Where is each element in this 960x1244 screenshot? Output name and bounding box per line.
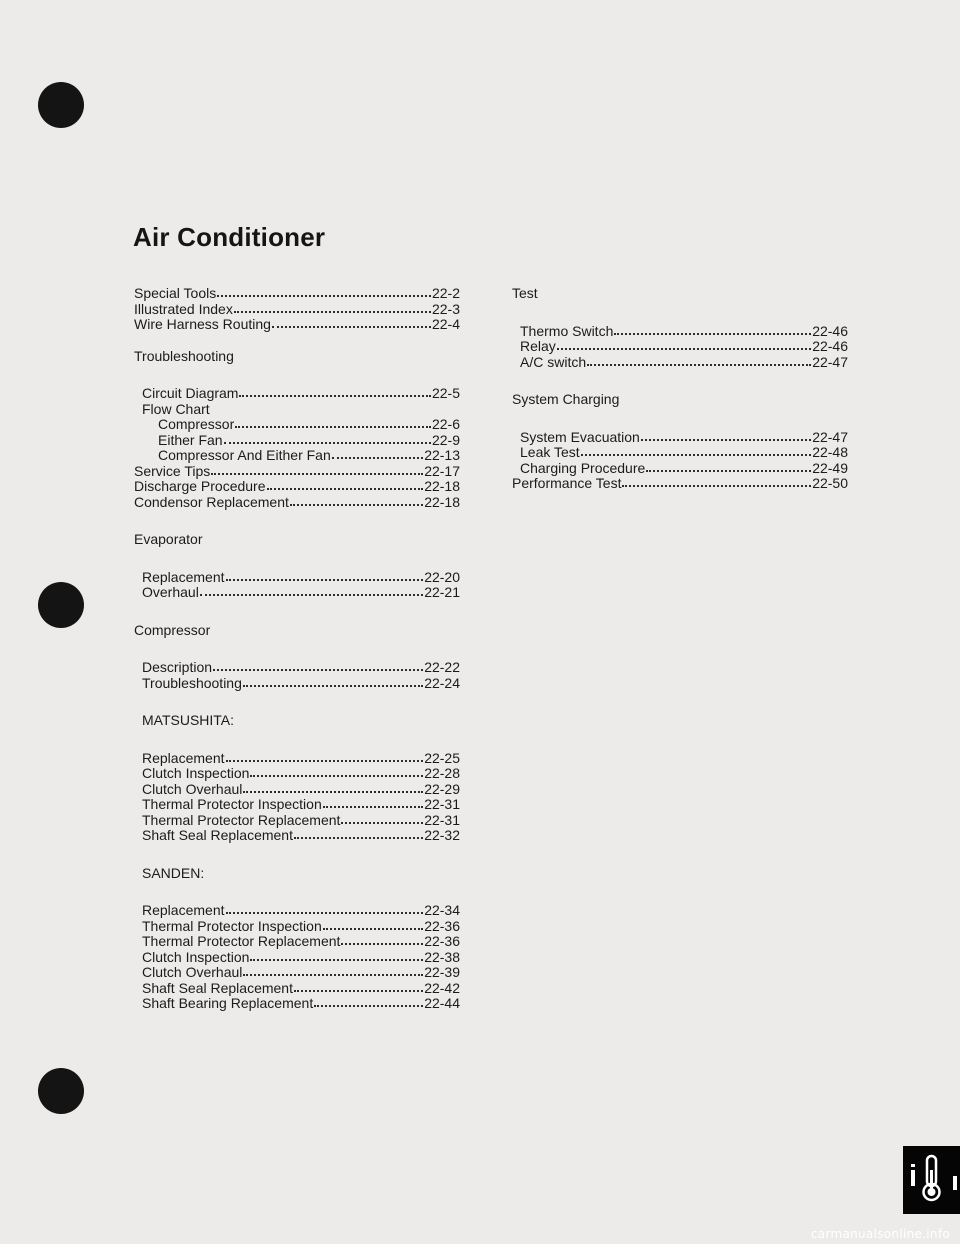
leader-dots: [646, 468, 811, 472]
thermometer-icon: [903, 1146, 960, 1214]
toc-entry[interactable]: [142, 751, 460, 767]
toc-entry-title: Shaft Seal Replacement: [142, 827, 293, 843]
section-tab[interactable]: [903, 1146, 960, 1214]
leader-dots: [323, 926, 423, 930]
toc-entry-title: System Evacuation: [520, 428, 640, 445]
leader-dots: [622, 483, 811, 487]
leader-dots: [323, 804, 423, 808]
toc-entry[interactable]: [512, 476, 848, 492]
toc-left-column: [134, 286, 460, 1012]
binder-hole-icon: [38, 1068, 84, 1114]
toc-entry-page: 22-24: [424, 674, 460, 691]
leader-dots: [557, 346, 811, 350]
toc-entry-page: 22-39: [424, 964, 460, 980]
leader-dots: [581, 452, 812, 456]
leader-dots: [243, 789, 423, 793]
toc-entry-title: Replacement: [142, 568, 225, 585]
section-heading-system-charging: System Charging: [512, 391, 620, 407]
toc-entry-page: 22-13: [424, 447, 460, 463]
toc-entry-page: 22-46: [812, 322, 848, 339]
toc-entry-page: 22-31: [424, 796, 460, 812]
toc-entry-title: Troubleshooting: [142, 674, 242, 691]
toc-entry-title: Clutch Overhaul: [142, 780, 243, 797]
toc-entry-page: 22-31: [424, 811, 460, 828]
toc-entry-title: Either Fan: [158, 431, 223, 448]
binder-hole-icon: [38, 582, 84, 628]
toc-entry[interactable]: [142, 903, 460, 919]
toc-entry-page: 22-28: [424, 765, 460, 781]
toc-entry[interactable]: [142, 782, 460, 798]
toc-entry[interactable]: [142, 676, 460, 692]
subheading-sanden: SANDEN:: [142, 864, 205, 881]
section-heading-compressor: Compressor: [134, 621, 211, 638]
toc-entry[interactable]: [142, 934, 460, 950]
toc-entry-page: 22-46: [812, 338, 848, 354]
toc-entry[interactable]: [134, 495, 460, 511]
toc-entry[interactable]: [142, 828, 460, 844]
leader-dots: [587, 362, 811, 366]
leader-dots: [290, 502, 423, 506]
toc-entry[interactable]: [158, 448, 460, 464]
leader-dots: [239, 393, 431, 397]
leader-dots: [243, 683, 423, 687]
leader-dots: [211, 471, 423, 475]
leader-dots: [213, 667, 423, 671]
toc-entry[interactable]: [142, 386, 460, 402]
section-heading-evaporator: Evaporator: [134, 531, 203, 547]
toc-entry[interactable]: [142, 660, 460, 676]
leader-dots: [341, 820, 423, 824]
toc-entry-title: Compressor And Either Fan: [158, 447, 331, 463]
toc-entry-title: Charging Procedure: [520, 459, 646, 476]
toc-entry-page: 22-25: [424, 749, 460, 766]
toc-entry-page: 22-3: [431, 300, 460, 317]
toc-entry[interactable]: [142, 813, 460, 829]
leader-dots: [226, 758, 424, 762]
toc-entry-page: 22-42: [424, 979, 460, 996]
toc-entry-page: 22-50: [812, 475, 848, 491]
leader-dots: [200, 592, 423, 596]
toc-entry[interactable]: [142, 766, 460, 782]
toc-entry[interactable]: [142, 996, 460, 1012]
toc-entry-page: 22-29: [424, 780, 460, 797]
toc-entry[interactable]: [142, 570, 460, 586]
leader-dots: [294, 835, 423, 839]
leader-dots: [267, 486, 424, 490]
toc-entry-page: 22-5: [431, 385, 460, 401]
subheading-flow-chart: Flow Chart: [142, 400, 210, 417]
toc-entry[interactable]: [134, 464, 460, 480]
toc-entry-title: Thermal Protector Inspection: [142, 917, 322, 934]
toc-entry-title: Thermal Protector Inspection: [142, 796, 322, 812]
section-heading-troubleshooting: Troubleshooting: [134, 347, 234, 364]
toc-entry-title: A/C switch: [520, 353, 587, 370]
toc-entry-page: 22-48: [812, 444, 848, 460]
toc-entry-title: Description: [142, 659, 213, 675]
toc-entry[interactable]: [520, 430, 848, 446]
binder-hole-icon: [38, 82, 84, 128]
toc-entry-page: 22-2: [431, 285, 460, 301]
leader-dots: [250, 773, 423, 777]
toc-entry-title: Circuit Diagram: [142, 385, 239, 401]
leader-dots: [226, 577, 424, 581]
toc-entry-title: Thermal Protector Replacement: [142, 811, 341, 828]
toc-entry[interactable]: [142, 797, 460, 813]
leader-dots: [641, 437, 811, 441]
toc-entry-page: 22-38: [424, 948, 460, 965]
toc-entry-page: 22-34: [424, 902, 460, 918]
toc-entry-page: 22-22: [424, 659, 460, 675]
toc-entry-page: 22-21: [424, 584, 460, 600]
toc-entry[interactable]: [520, 339, 848, 355]
toc-entry[interactable]: [142, 981, 460, 997]
toc-entry-title: Relay: [520, 338, 556, 354]
toc-entry-page: 22-18: [424, 493, 460, 510]
toc-entry-page: 22-18: [424, 478, 460, 494]
footer-watermark: carmanualsonline.info: [810, 1227, 950, 1241]
toc-entry-page: 22-9: [431, 431, 460, 448]
leader-dots: [243, 972, 423, 976]
toc-entry-page: 22-49: [812, 459, 848, 476]
toc-entry[interactable]: [134, 302, 460, 318]
toc-right-column: [512, 286, 848, 492]
toc-entry-title: Illustrated Index: [134, 300, 233, 317]
toc-entry-title: Shaft Bearing Replacement: [142, 995, 314, 1011]
leader-dots: [235, 424, 431, 428]
toc-entry-title: Clutch Inspection: [142, 948, 250, 965]
toc-entry[interactable]: [142, 919, 460, 935]
toc-entry[interactable]: [158, 417, 460, 433]
leader-dots: [250, 957, 423, 961]
toc-entry-title: Shaft Seal Replacement: [142, 979, 293, 996]
toc-entry[interactable]: [158, 433, 460, 449]
page-title: Air Conditioner: [133, 222, 326, 252]
toc-entry-title: Thermal Protector Replacement: [142, 933, 341, 949]
toc-entry-title: Replacement: [142, 749, 225, 766]
subheading-matsushita: MATSUSHITA:: [142, 712, 235, 728]
toc-entry-title: Compressor: [158, 416, 235, 432]
section-heading-test: Test: [512, 285, 538, 301]
toc-entry-page: 22-20: [424, 568, 460, 585]
toc-entry-title: Replacement: [142, 902, 225, 918]
leader-dots: [224, 440, 431, 444]
toc-entry-page: 22-47: [812, 428, 848, 445]
toc-entry[interactable]: [520, 445, 848, 461]
leader-dots: [226, 910, 424, 914]
toc-entry-page: 22-4: [431, 316, 460, 332]
toc-entry-page: 22-6: [431, 416, 460, 432]
toc-entry-title: Condensor Replacement: [134, 493, 289, 510]
toc-entry-title: Clutch Overhaul: [142, 964, 243, 980]
toc-entry-page: 22-17: [424, 462, 460, 479]
toc-entry-title: Overhaul: [142, 584, 199, 600]
toc-entry-title: Performance Test: [512, 475, 622, 491]
toc-entry-page: 22-32: [424, 827, 460, 843]
leader-dots: [217, 293, 431, 297]
toc-entry-title: Special Tools: [134, 285, 217, 301]
toc-entry-title: Thermo Switch: [520, 322, 614, 339]
toc-entry[interactable]: [520, 355, 848, 371]
leader-dots: [294, 988, 423, 992]
toc-entry[interactable]: [520, 461, 848, 477]
toc-entry-page: 22-44: [424, 995, 460, 1011]
toc-entry[interactable]: [134, 286, 460, 302]
toc-entry-page: 22-36: [424, 917, 460, 934]
toc-entry[interactable]: [134, 317, 460, 333]
toc-entry[interactable]: [142, 965, 460, 981]
leader-dots: [234, 309, 431, 313]
toc-entry-title: Service Tips: [134, 462, 211, 479]
toc-entry-title: Discharge Procedure: [134, 478, 266, 494]
leader-dots: [341, 941, 423, 945]
toc-entry[interactable]: [142, 950, 460, 966]
toc-entry-page: 22-36: [424, 933, 460, 949]
leader-dots: [272, 324, 431, 328]
toc-entry-title: Clutch Inspection: [142, 765, 250, 781]
leader-dots: [314, 1003, 423, 1007]
leader-dots: [332, 455, 423, 459]
toc-entry-title: Wire Harness Routing: [134, 316, 271, 332]
toc-entry[interactable]: [134, 479, 460, 495]
toc-entry[interactable]: [142, 585, 460, 601]
toc-entry-page: 22-47: [812, 353, 848, 370]
toc-entry[interactable]: [520, 324, 848, 340]
toc-entry-title: Leak Test: [520, 444, 580, 460]
leader-dots: [614, 331, 811, 335]
